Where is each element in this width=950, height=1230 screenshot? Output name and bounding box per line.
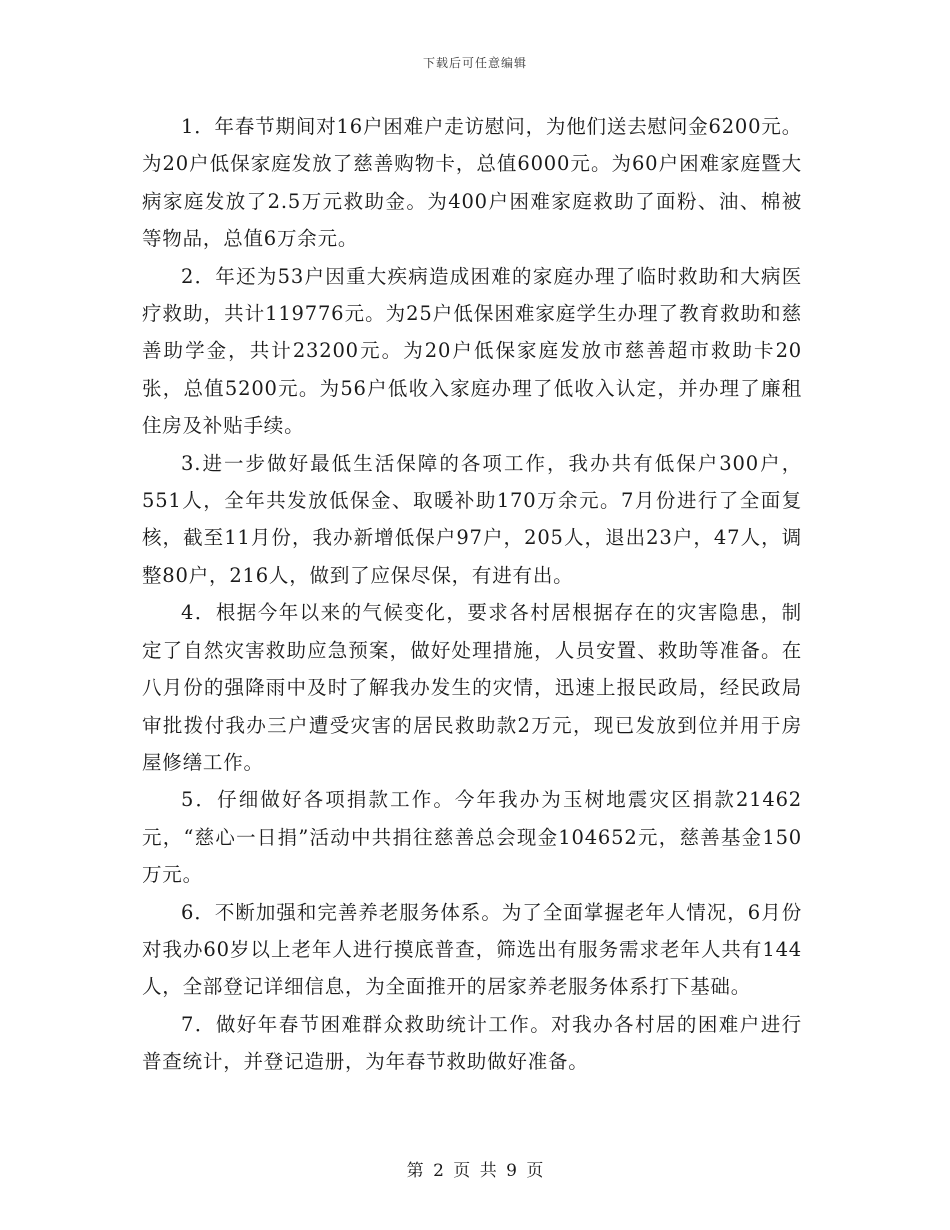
paragraph-7: 7．做好年春节困难群众救助统计工作。对我办各村居的困难户进行普查统计，并登记造册，为年春节救助做好准备。 bbox=[142, 1012, 802, 1074]
paragraph-1: 1．年春节期间对16户困难户走访慰问，为他们送去慰问金6200元。为20户低保家庭发放了慈善购物卡，总值6000元。为60户困难家庭暨大病家庭发放了2.5万元救助金。为400户困难家庭救助了面粉、油、棉被等物品，总值6万余元。 bbox=[142, 115, 802, 251]
paragraph-6: 6．不断加强和完善养老服务体系。为了全面掌握老年人情况，6月份对我办60岁以上老年人进行摸底普查，筛选出有服务需求老年人共有144人，全部登记详细信息，为全面推开的居家养老服务体系打下基础。 bbox=[142, 900, 802, 999]
paragraph-5: 5．仔细做好各项捐款工作。今年我办为玉树地震灾区捐款21462元，“慈心一日捐”活动中共捐往慈善总会现金104652元，慈善基金150万元。 bbox=[142, 788, 802, 887]
paragraph-3: 3.进一步做好最低生活保障的各项工作，我办共有低保户300户，551人，全年共发放低保金、取暖补助170万余元。7月份进行了全面复核，截至11月份，我办新增低保户97户，205人，退出23户，47人，调整80户，216人，做到了应保尽保，有进有出。 bbox=[142, 451, 802, 587]
paragraph-2: 2．年还为53户因重大疾病造成困难的家庭办理了临时救助和大病医疗救助，共计119776元。为25户低保困难家庭学生办理了教育救助和慈善助学金，共计23200元。为20户低保家庭发放市慈善超市救助卡20张，总值5200元。为56户低收入家庭办理了低收入认定，并办理了廉租住房及补贴手续。 bbox=[142, 264, 802, 438]
document-body bbox=[142, 108, 802, 1081]
page-number: 第 2 页 共 9 页 bbox=[406, 1161, 544, 1181]
header-note: 下载后可任意编辑 bbox=[422, 56, 527, 70]
paragraph-4: 4．根据今年以来的气候变化，要求各村居根据存在的灾害隐患，制定了自然灾害救助应急预案，做好处理措施，人员安置、救助等准备。在八月份的强降雨中及时了解我办发生的灾情，迅速上报民政局，经民政局审批拨付我办三户遭受灾害的居民救助款2万元，现已发放到位并用于房屋修缮工作。 bbox=[142, 601, 802, 774]
